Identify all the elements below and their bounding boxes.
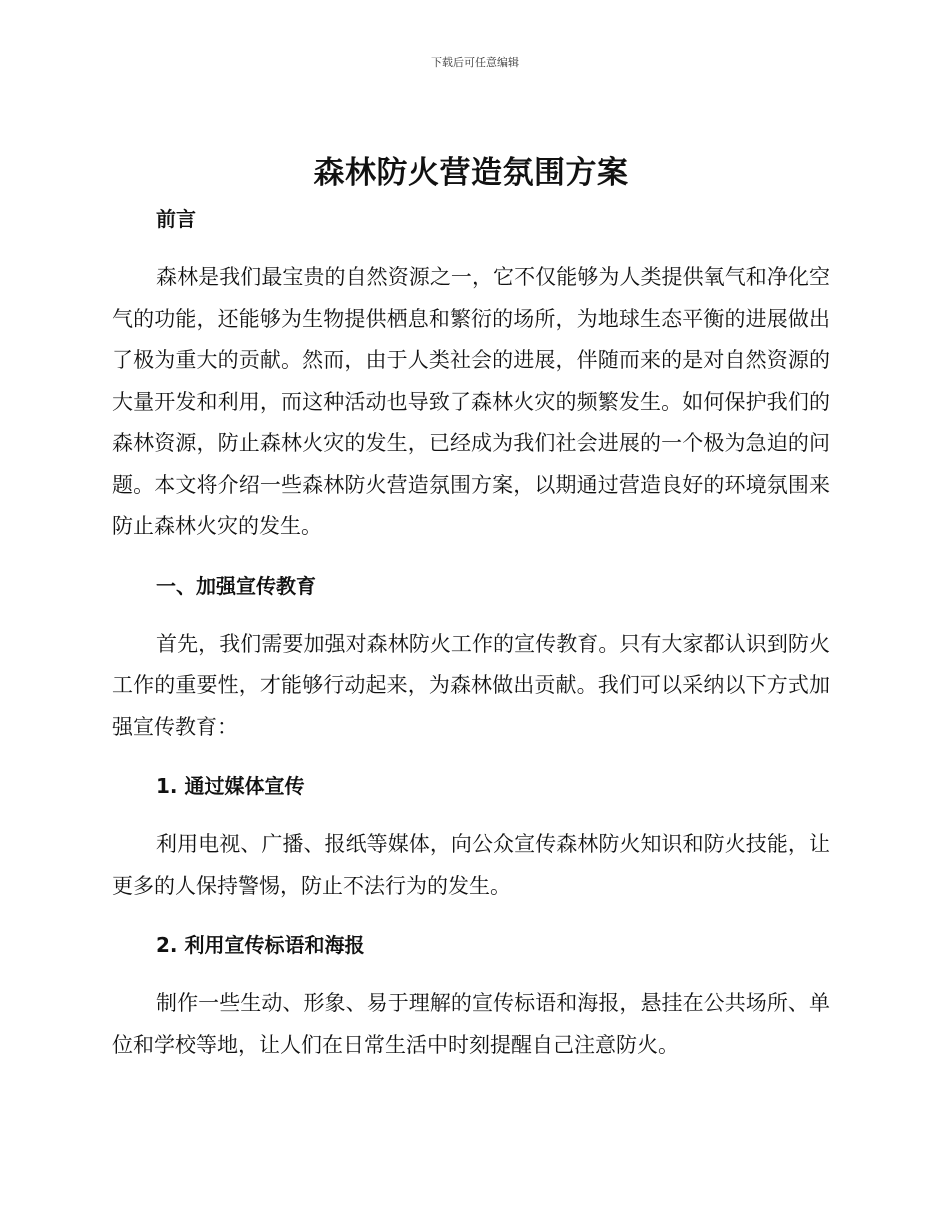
item2-paragraph: 制作一些生动、形象、易于理解的宣传标语和海报，悬挂在公共场所、单位和学校等地，让人们在日常生活中时刻提醒自己注意防火。 xyxy=(112,991,830,1057)
header-note: 下载后可任意编辑 xyxy=(431,56,519,69)
document-title: 森林防火营造氛围方案 xyxy=(313,155,629,191)
document-body xyxy=(112,150,830,1066)
preface-heading: 前言 xyxy=(156,207,196,231)
item1-heading: 1. 通过媒体宣传 xyxy=(156,774,305,798)
section1-heading: 一、加强宣传教育 xyxy=(156,573,316,598)
preface-paragraph: 森林是我们最宝贵的自然资源之一，它不仅能够为人类提供氧气和净化空气的功能，还能够为生物提供栖息和繁衍的场所，为地球生态平衡的进展做出了极为重大的贡献。然而，由于人类社会的进展，伴随而来的是对自然资源的大量开发和利用，而这种活动也导致了森林火灾的频繁发生。如何保护我们的森林资源，防止森林火灾的发生，已经成为我们社会进展的一个极为急迫的问题。本文将介绍一些森林防火营造氛围方案，以期通过营造良好的环境氛围来防止森林火灾的发生。 xyxy=(112,265,830,538)
section1-paragraph: 首先，我们需要加强对森林防火工作的宣传教育。只有大家都认识到防火工作的重要性，才能够行动起来，为森林做出贡献。我们可以采纳以下方式加强宣传教育： xyxy=(112,631,830,739)
item1-paragraph: 利用电视、广播、报纸等媒体，向公众宣传森林防火知识和防火技能，让更多的人保持警惕，防止不法行为的发生。 xyxy=(112,832,830,898)
item2-heading: 2. 利用宣传标语和海报 xyxy=(156,933,365,957)
